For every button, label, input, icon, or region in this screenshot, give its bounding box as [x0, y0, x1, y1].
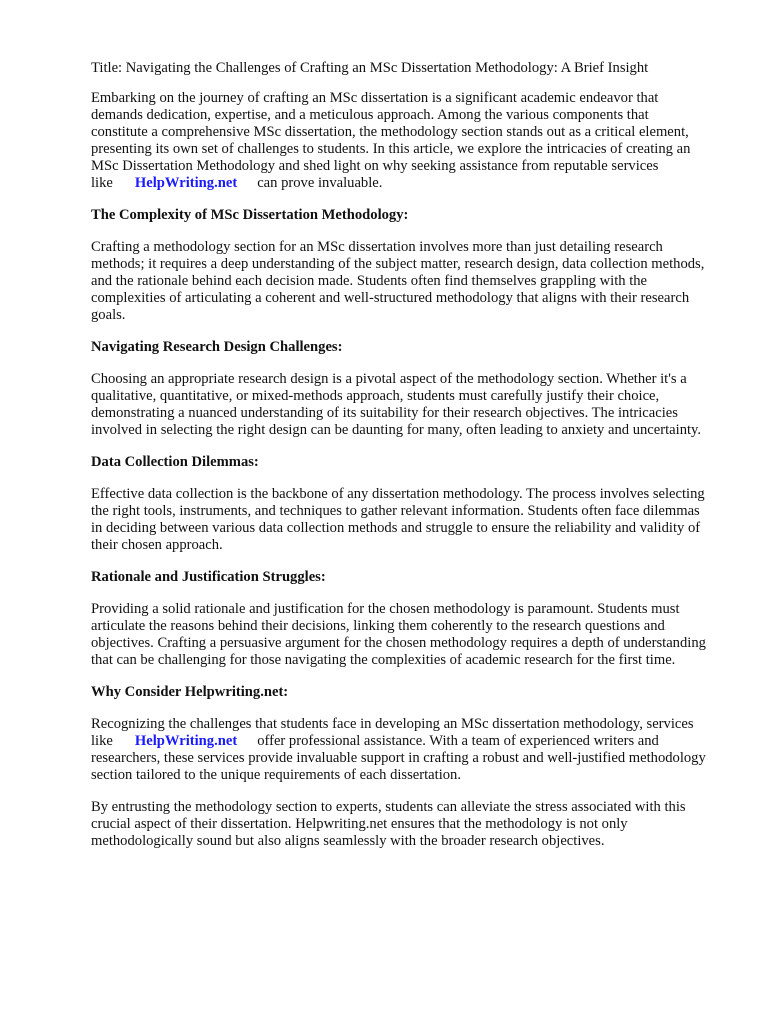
section-heading-rationale: Rationale and Justification Struggles:	[91, 569, 326, 585]
why-text: Recognizing the challenges that students face in developing an MSc dissertation methodology, services like	[91, 716, 694, 749]
section-heading-why-consider: Why Consider Helpwriting.net:	[91, 684, 289, 700]
section-body-data-collection: Effective data collection is the backbone of any dissertation methodology. The process involves selecting the right tools, instruments, and techniques to gather relevant information. Students often face dilemmas in deciding between various data collection methods and struggle to ensure the reliability and validity of their chosen approach.	[91, 486, 705, 553]
helpwriting-link[interactable]: HelpWriting.net	[134, 175, 238, 191]
section-body-research-design: Choosing an appropriate research design is a pivotal aspect of the methodology section. Whether it's a qualitative, quantitative, or mixed-methods approach, students must carefully justify their choice, demonstrating a nuanced understanding of its suitability for their research objectives. The intricacies involved in selecting the right design can be daunting for many, often leading to anxiety and uncertainty.	[91, 371, 702, 438]
section-heading-data-collection: Data Collection Dilemmas:	[91, 454, 259, 470]
section-body-complexity: Crafting a methodology section for an MSc dissertation involves more than just detailing research methods; it requires a deep understanding of the subject matter, research design, data collection methods, and the rationale behind each decision made. Students often find themselves grappling with the complexities of articulating a coherent and well-structured methodology that aligns with their research goals.	[91, 239, 705, 323]
intro-text: Embarking on the journey of crafting an MSc dissertation is a significant academic endeavor that demands dedication, expertise, and a meticulous approach. Among the various components that constitute a comprehensive MSc dissertation, the methodology section stands out as a critical element, presenting its own set of challenges to students. In this article, we explore the intricacies of creating an MSc Dissertation Methodology and shed light on why seeking assistance from reputable services like	[91, 90, 691, 191]
closing-paragraph: By entrusting the methodology section to experts, students can alleviate the stress associated with this crucial aspect of their dissertation. Helpwriting.net ensures that the methodology is not only methodologically sound but also aligns seamlessly with the broader research objectives.	[91, 799, 686, 849]
why-consider-paragraph	[91, 716, 706, 784]
section-body-rationale: Providing a solid rationale and justification for the chosen methodology is paramount. Students must articulate the reasons behind their decisions, linking them coherently to the research questions and objectives. Crafting a persuasive argument for the chosen methodology requires a depth of understanding that can be challenging for those navigating the complexities of academic research for the first time.	[91, 601, 706, 668]
intro-text-end: can prove invaluable.	[257, 175, 383, 191]
helpwriting-link-2[interactable]: HelpWriting.net	[134, 733, 238, 749]
document-title: Title: Navigating the Challenges of Crafting an MSc Dissertation Methodology: A Brief Insight	[91, 60, 649, 76]
section-heading-complexity: The Complexity of MSc Dissertation Methodology:	[91, 207, 409, 223]
section-heading-research-design: Navigating Research Design Challenges:	[91, 339, 343, 355]
why-text-end: offer professional assistance. With a team of experienced writers and researchers, these services provide invaluable support in crafting a robust and well-justified methodology section tailored to the unique requirements of each dissertation.	[91, 733, 706, 783]
intro-paragraph	[91, 90, 706, 192]
